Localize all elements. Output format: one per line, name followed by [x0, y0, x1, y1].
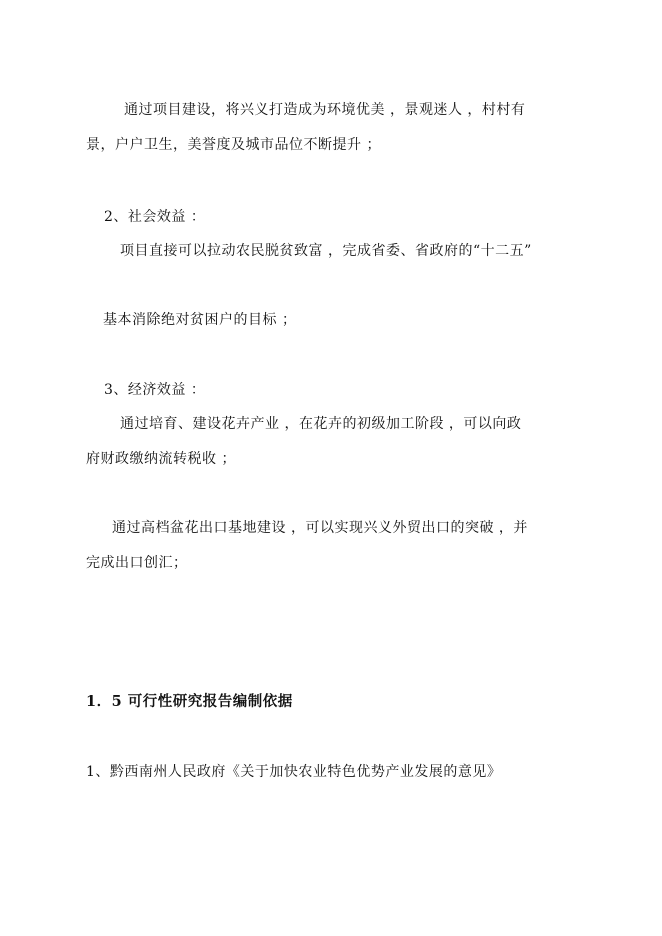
paragraph-export-line-2: 完成出口创汇；	[86, 555, 188, 571]
paragraph-economic-line-2: 府财政缴纳流转税收 ；	[86, 451, 236, 467]
social-benefit-heading: 2、社会效益 ：	[104, 209, 206, 225]
paragraph-environment-line-1: 通过项目建设，将兴义打造成为环境优美 ，景观迷人 ，村村有	[124, 102, 526, 118]
economic-benefit-heading: 3、经济效益 ：	[104, 382, 206, 398]
basis-item-1: 1、黔西南州人民政府《关于加快农业特色优势产业发展的意见》	[86, 764, 502, 780]
paragraph-social-line-2: 基本消除绝对贫困户的目标 ；	[103, 312, 297, 328]
paragraph-environment-line-2: 景，户户卫生，美誉度及城市品位不断提升 ；	[86, 137, 381, 153]
paragraph-social-line-1: 项目直接可以拉动农民脱贫致富 ，完成省委、省政府的“十二五”	[120, 243, 532, 259]
paragraph-economic-line-1: 通过培育、建设花卉产业 ，在花卉的初级加工阶段 ，可以向政	[120, 416, 522, 432]
section-heading-1-5: 1．5 可行性研究报告编制依据	[86, 693, 293, 710]
paragraph-export-line-1: 通过高档盆花出口基地建设 ，可以实现兴义外贸出口的突破 ，并	[112, 520, 528, 536]
